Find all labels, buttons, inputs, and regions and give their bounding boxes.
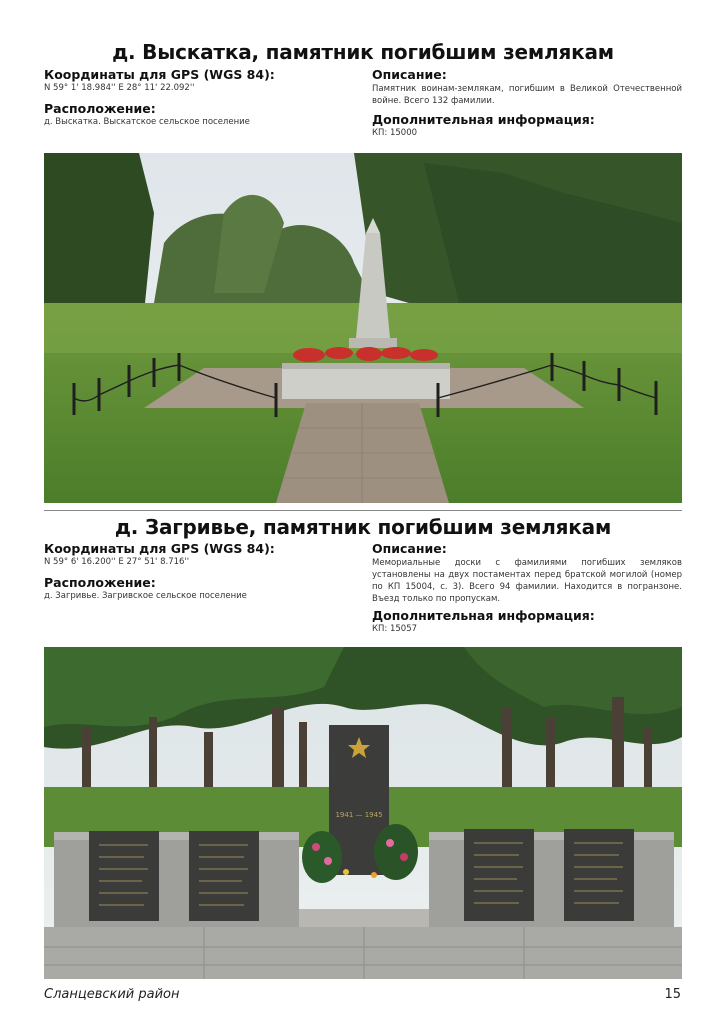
description-value: Мемориальные доски с фамилиями погибших земляков установлены на двух постаментах перед братской могилой (номер по КП 15004, с. 3). Всего 94 фамилии. Находится в погранзоне. Въезд только по пропускам.	[372, 558, 682, 604]
extra-info-label: Дополнительная информация:	[372, 112, 595, 127]
footer-district: Сланцевский район	[44, 987, 180, 1002]
photo-zagrivye-monument	[44, 647, 682, 979]
extra-info-label: Дополнительная информация:	[372, 608, 595, 623]
left-column	[44, 68, 354, 128]
description-label: Описание:	[372, 67, 447, 82]
section-title: д. Загривье, памятник погибшим землякам	[114, 515, 612, 539]
left-column	[44, 542, 354, 602]
description-value: Памятник воинам-землякам, погибшим в Великой Отечественной войне. Всего 132 фамилии.	[372, 84, 682, 106]
stele-years: 1941 — 1945	[335, 811, 383, 819]
location-label: Расположение:	[44, 575, 156, 590]
location-value: д. Выскатка. Выскатское сельское поселение	[44, 117, 250, 127]
section-zagrivye	[44, 515, 682, 645]
gps-value: N 59° 1' 18.984'' E 28° 11' 22.092''	[44, 83, 195, 93]
photo-vyskatka-monument	[44, 153, 682, 503]
gps-label: Координаты для GPS (WGS 84):	[44, 541, 275, 556]
right-column	[372, 68, 682, 139]
photo-zagrivye-illustration	[44, 647, 682, 979]
right-column	[372, 542, 682, 635]
page-number: 15	[664, 987, 681, 1002]
photo-vyskatka-illustration	[44, 153, 682, 503]
location-value: д. Загривье. Загривское сельское поселение	[44, 591, 247, 601]
section-vyskatka	[44, 40, 682, 150]
location-label: Расположение:	[44, 101, 156, 116]
gps-label: Координаты для GPS (WGS 84):	[44, 67, 275, 82]
extra-info-value: КП: 15057	[372, 624, 418, 634]
gps-value: N 59° 6' 16.200'' E 27° 51' 8.716''	[44, 557, 190, 567]
extra-info-value: КП: 15000	[372, 128, 418, 138]
description-label: Описание:	[372, 541, 447, 556]
section-divider	[44, 510, 682, 511]
section-title: д. Выскатка, памятник погибшим землякам	[112, 40, 614, 64]
